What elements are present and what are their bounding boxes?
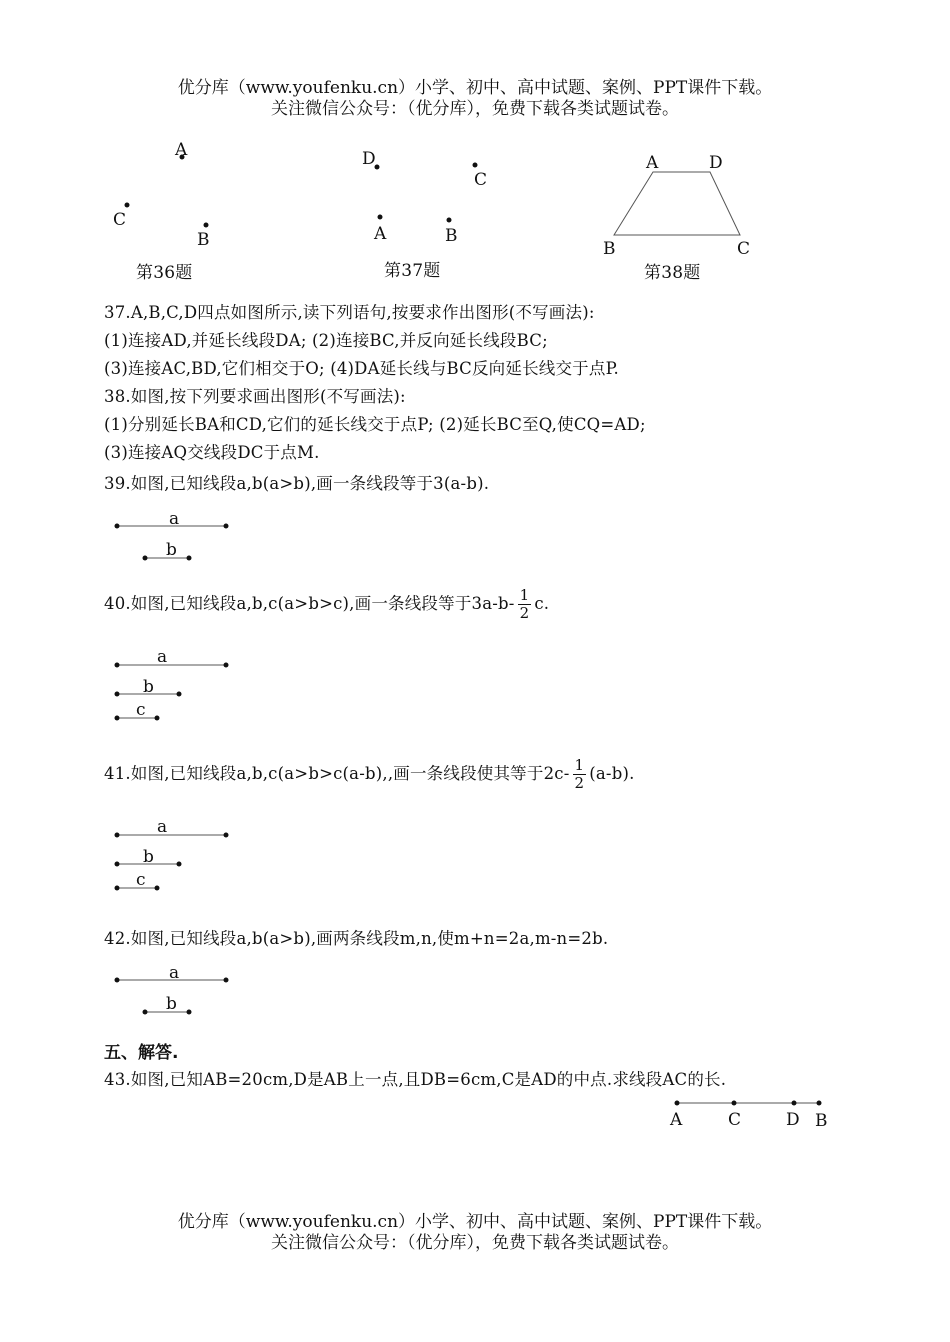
label-c: C: [728, 1110, 742, 1130]
segment-c-label: c: [136, 700, 146, 720]
header-line-2: 关注微信公众号：（优分库），免费下载各类试题试卷。: [271, 99, 679, 119]
label-b: B: [445, 226, 458, 246]
q37-line-2: (3)连接AC,BD,它们相交于O; (4)DA延长线与BC反向延长线交于点P.: [104, 359, 619, 378]
label-c: C: [113, 210, 127, 230]
label-b: B: [197, 230, 210, 250]
figure-38-caption: 第38题: [644, 263, 701, 283]
q43-text: 43.如图,已知AB=20cm,D是AB上一点,且DB=6cm,C是AD的中点.求线段AC的长.: [104, 1070, 727, 1089]
q40-text: [104, 587, 549, 622]
q37-title: 37.A,B,C,D四点如图所示,读下列语句,按要求作出图形(不写画法):: [104, 303, 595, 322]
q38-title: 38.如图,按下列要求画出图形(不写画法):: [104, 387, 406, 406]
q40-text-post: c.: [534, 594, 550, 613]
label-d: D: [709, 153, 723, 173]
figure-36-caption: 第36题: [136, 263, 193, 283]
section-title: 五、解答.: [104, 1043, 179, 1063]
q42-text: 42.如图,已知线段a,b(a>b),画两条线段m,n,使m+n=2a,m-n=2b.: [104, 929, 609, 948]
label-d: D: [786, 1110, 800, 1130]
fraction: $\frac{1}{2}$: [519, 586, 530, 622]
label-d: D: [362, 149, 376, 169]
q37-line-1: (1)连接AD,并延长线段DA; (2)连接BC,并反向延长线段BC;: [104, 331, 548, 350]
label-b: B: [603, 239, 616, 259]
label-a: A: [175, 140, 188, 160]
q38-line-2: (3)连接AQ交线段DC于点M.: [104, 443, 320, 462]
label-c: C: [737, 239, 751, 259]
segment-b-label: b: [143, 677, 154, 697]
point-b: [204, 223, 209, 228]
point-d: [792, 1101, 797, 1106]
label-b: B: [815, 1111, 828, 1131]
point-c: [732, 1101, 737, 1106]
footer-line-2: 关注微信公众号：（优分库），免费下载各类试题试卷。: [271, 1233, 679, 1253]
segment-a-label: a: [169, 963, 180, 983]
segment-a-label: a: [157, 817, 168, 837]
segment-a-label: a: [157, 647, 168, 667]
figure-38: [595, 150, 765, 265]
point-b: [447, 218, 452, 223]
footer-line-1: 优分库（www.youfenku.cn）小学、初中、高中试题、案例、PPT课件下载。: [177, 1212, 773, 1232]
segment-b-label: b: [143, 847, 154, 867]
q40-text-pre: 40.如图,已知线段a,b,c(a>b>c),画一条线段等于3a-b-: [104, 594, 515, 613]
point-c: [125, 203, 130, 208]
point-b: [817, 1101, 822, 1106]
q39-text: 39.如图,已知线段a,b(a>b),画一条线段等于3(a-b).: [104, 474, 490, 493]
segment-c-label: c: [136, 870, 146, 890]
segment-a-label: a: [169, 509, 180, 529]
trapezoid: [614, 172, 740, 235]
q41-text-pre: 41.如图,已知线段a,b,c(a>b>c(a-b),,画一条线段使其等于2c-: [104, 764, 570, 783]
label-c: C: [474, 170, 488, 190]
segment-b-label: b: [166, 994, 177, 1014]
point-a: [378, 215, 383, 220]
q40-segments: [110, 645, 240, 725]
q43-segment-figure: [660, 1090, 840, 1135]
figure-37: [350, 140, 510, 270]
q38-line-1: (1)分别延长BA和CD,它们的延长线交于点P; (2)延长BC至Q,使CQ=AD;: [104, 415, 646, 434]
label-a: A: [646, 153, 659, 173]
figure-37-caption: 第37题: [384, 261, 441, 281]
q42-segments: [110, 960, 240, 1020]
point-c: [473, 163, 478, 168]
label-a: A: [670, 1110, 683, 1130]
q41-text: [104, 757, 635, 792]
point-a: [675, 1101, 680, 1106]
header-line-1: 优分库（www.youfenku.cn）小学、初中、高中试题、案例、PPT课件下载。: [177, 78, 773, 98]
segment-b-label: b: [166, 540, 177, 560]
fraction: $\frac{1}{2}$: [574, 756, 585, 792]
q41-segments: [110, 815, 240, 895]
q39-segments: [110, 505, 240, 565]
label-a: A: [374, 224, 387, 244]
q41-text-post: (a-b).: [589, 764, 635, 783]
